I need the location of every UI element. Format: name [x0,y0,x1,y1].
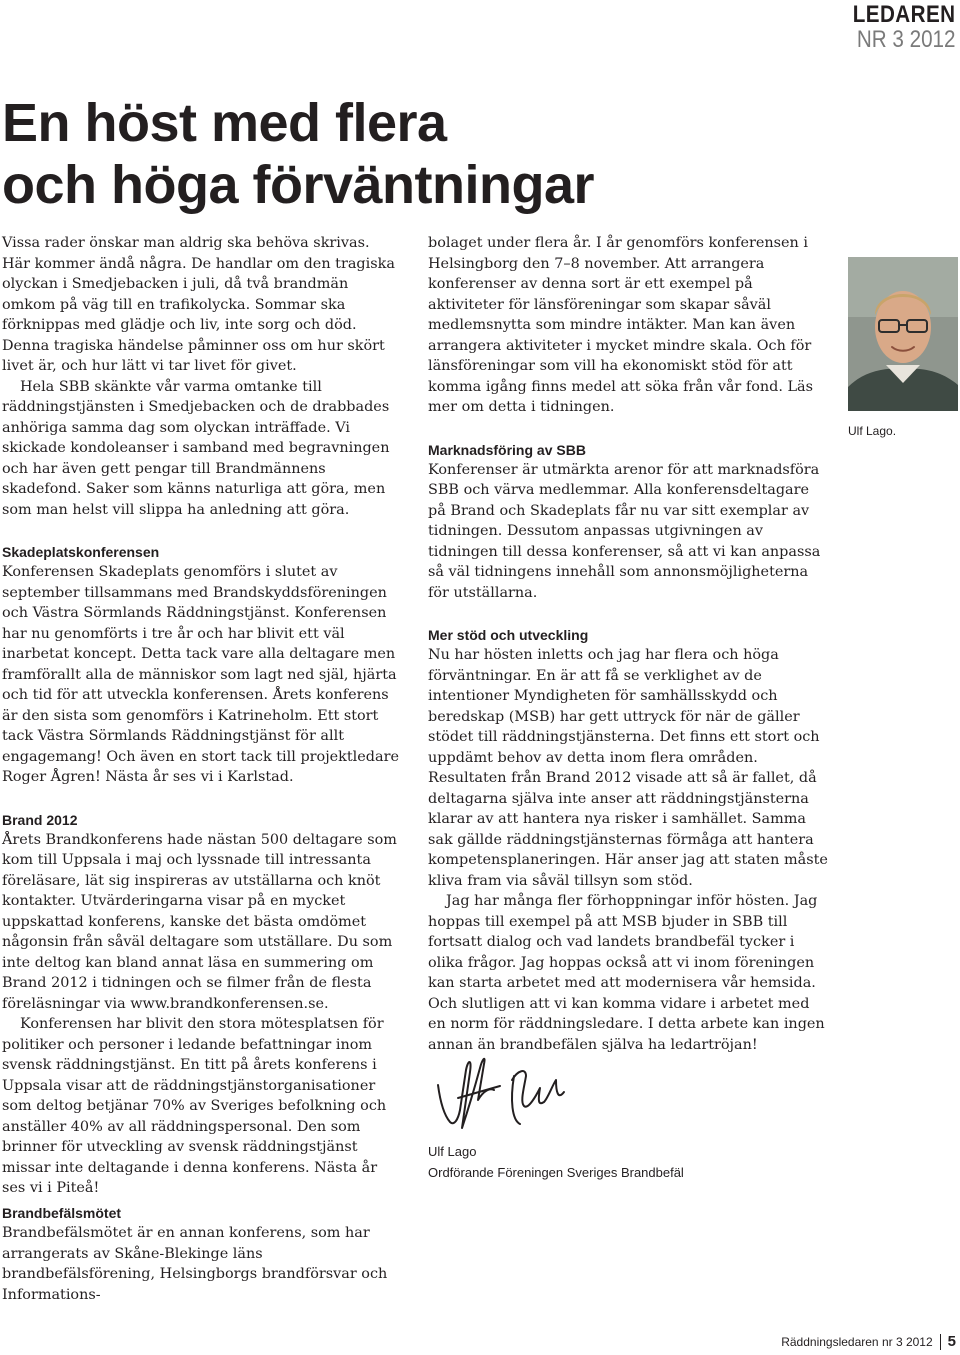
heading-marknadsforing: Marknadsföring av SBB [428,441,586,458]
article-column-1-bottom [2,1203,400,1305]
intro-paragraph-1: Vissa rader önskar man aldrig ska behöva skrivas. Här kommer ändå några. De handlar om den tragiska olyckan i Smedjebacken i juli, då två brandmän omkom på väg till en trafikolycka. Sommar ska förknippas med glädje och liv, inte sorg och död. Denna tragiska händelse påminner oss om hur skört livet är, och hur lätt vi tar livet för givet. [2,235,395,374]
author-photo [848,257,958,411]
issue-number: NR 3 2012 [857,26,956,53]
brand-paragraph-2: Konferensen har blivit den stora mötesplatsen för politiker och personer i ledande befattningar inom svensk räddningstjänst. En titt på årets konferens i Uppsala visar att de räddningstjänstorganisationer som deltog betjänar 70% av Sveriges befolkning och anställer 40% av all räddningspersonal. Den som brinner för utveckling av svensk räddningstjänst missar inte deltagande i denna konferens. Nästa år ses vi i Piteå! [2,1016,387,1196]
stod-paragraph-2: Jag har många fler förhoppningar inför hösten. Jag hoppas till exempel på att MSB bjuder in SBB till fortsatt dialog och vad landets brandbefäl tycker i olika frågor. Jag hoppas också att vi inom föreningen kan starta arbetet med att modernisera vår hemsida. Och slutligen att vi kan komma vidare i arbetet med en norm för räddningsledare. I detta arbete kan ingen annan än brandbefälen själva ha ledartröjan! [428,893,825,1053]
section-name: LEDAREN [853,1,956,28]
footer-divider [940,1334,941,1350]
intro-paragraph-2: Hela SBB skänkte vår varma omtanke till räddningstjänsten i Smedjebacken och de drabbades anhöriga samma dag som olyckan inträffade. Vi skickade kondoleanser i samband med begravningen och har även gett pengar till Brandmännens skadefond. Saker som känns naturliga att göra, men som man helst vill slippa ha anledning att göra. [2,378,390,518]
continuation-paragraph: bolaget under flera år. I år genomförs konferensen i Helsingborg den 7–8 november. Att arrangera konferenser av denna sort är ett exempel på aktiviteter för länsföreningar som skapar såväl medlemsnytta som mindre intäkter. Man kan även arrangera aktiviteter i mycket mindre skala. Och för länsföreningar som vill ha ekonomiskt stöd för att komma igång finns medel att söka från vår fond. Läs mer om detta i tidningen. [428,235,814,415]
footer-publication: Räddningsledaren nr 3 2012 [781,1335,933,1349]
author-portrait-image [848,257,958,411]
marknad-paragraph: Konferenser är utmärkta arenor för att marknadsföra SBB och värva medlemmar. Alla konferensdeltagare på Brand och Skadeplats får nu var sitt exemplar av tidningen. Dessutom anpassas utgivningen av tidningen till dessa konferenser, så att vi kan anpassa så väl tidningens innehåll som annonsmöjligheterna för utställarna. [428,461,821,601]
heading-mer-stod: Mer stöd och utveckling [428,627,589,643]
signature-name: Ulf Lago [428,1144,477,1159]
page-number: 5 [947,1333,956,1350]
page-footer [781,1334,956,1350]
section-tag [836,2,956,52]
skadeplats-paragraph: Konferensen Skadeplats genomförs i slutet av september tillsammans med Brandskyddsföreningen och Västra Sörmlands Räddningstjänst. Konferensen har nu genomförts i tre år och har blivit ett väl inarbetat koncept. Detta tack vare alla deltagare men framförallt alla de människor som lagt ned själ, hjärta och tid för att utveckla konferensen. Årets konferens är den sista som genomförs i Katrineholm. Ett stort tack Västra Sörmlands Räddningstjänst för allt engagemang! Och även en stort tack till projektledare Roger Ågren! Nästa år ses vi i Karlstad. [2,564,399,785]
brand-paragraph-1: Årets Brandkonferens hade nästan 500 deltagare som kom till Uppsala i maj och lyssnade till intressanta föreläsare, lät sig inspireras av utställarna och knöt kontakter. Utvärderingarna visar på en mycket uppskattad konferens, kanske det bästa omdömet någonsin från såväl deltagare som utställare. Du som inte deltog kan bland annat läsa en summering om Brand 2012 i tidningen och se filmer från de flesta föreläsningar via www.brandkonferensen.se. [2,831,397,1012]
photo-caption: Ulf Lago. [848,424,897,438]
headline-line-1: En höst med flera [2,93,447,153]
signature-title: Ordförande Föreningen Sveriges Brandbefäl [428,1165,684,1180]
headline-line-2: och höga förväntningar [2,155,595,215]
headline [2,92,802,216]
heading-skadeplatskonferensen: Skadeplatskonferensen [2,544,160,560]
heading-brandbefalsmotet: Brandbefälsmötet [2,1205,122,1221]
stod-paragraph-1: Nu har hösten inletts och jag har flera och höga förväntningar. En är att få se verklighet av de intentioner Myndigheten för samhällsskydd och beredskap (MSB) har gett uttryck för när de gäller stödet till räddningstjänsterna. Det finns ett stort och uppdämt behov av detta inom flera områden. Resultaten från Brand 2012 visade att så är fallet, då deltagarna själva inte anser att räddningstjänsterna klarar av att hantera nya risker i samhället. Samma sak gällde räddningstjänsternas förmåga att hantera kompetensplaneringen. Här anser jag att staten måste kliva fram via såväl tillsyn som stöd. [428,647,828,889]
brandbefal-paragraph: Brandbefälsmötet är en annan konferens, som har arrangerats av Skåne-Blekinge läns brandbefälsförening, Helsingborgs brandförsvar och Informations- [2,1225,388,1303]
signature-image [428,1040,578,1140]
heading-brand-2012: Brand 2012 [2,811,78,828]
article-column-2 [428,233,831,1055]
article-column-1 [2,233,400,1199]
